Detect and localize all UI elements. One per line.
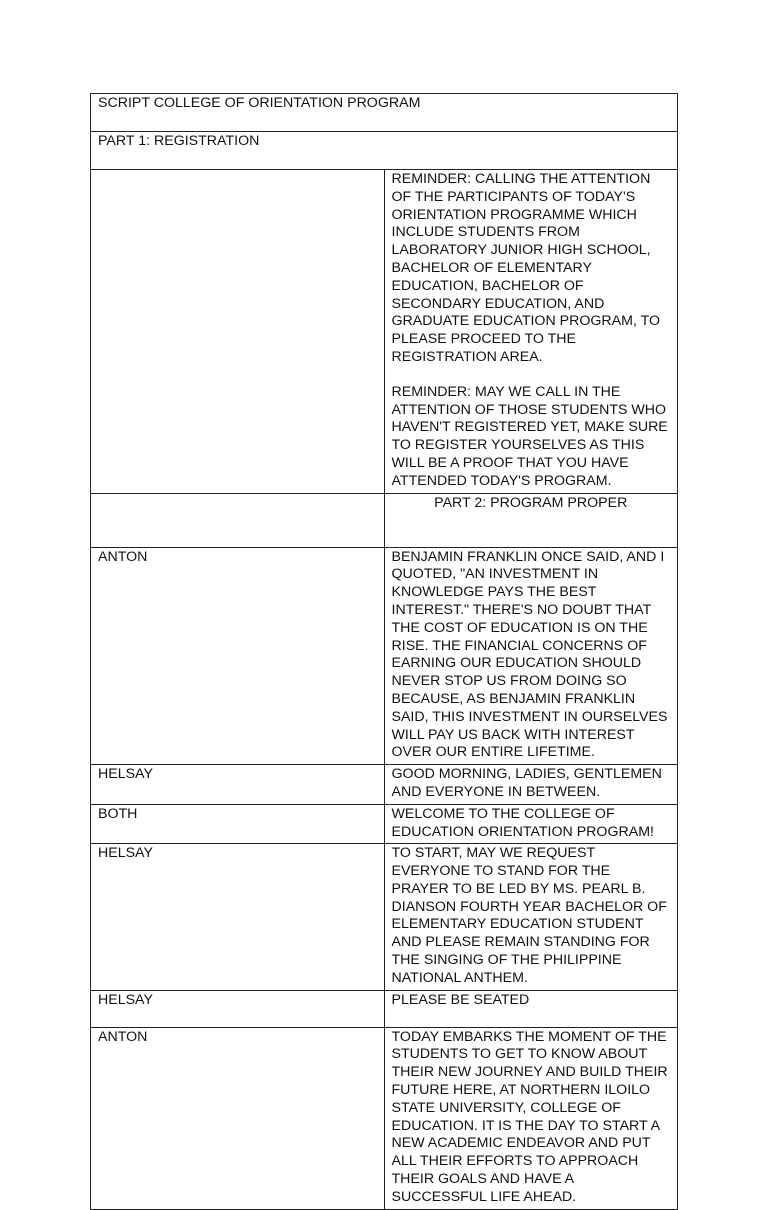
speaker-name: HELSAY [91, 844, 385, 990]
part2-row [91, 493, 678, 547]
speaker-line: WELCOME TO THE COLLEGE OF EDUCATION ORIENTATION PROGRAM! [384, 804, 678, 844]
part2-heading: PART 2: PROGRAM PROPER [384, 493, 678, 547]
reminder-paragraph-1: REMINDER: CALLING THE ATTENTION OF THE PARTICIPANTS OF TODAY'S ORIENTATION PROGRAMME WHICH INCLUDE STUDENTS FROM LABORATORY JUNIOR HIGH SCHOOL, BACHELOR OF ELEMENTARY EDUCATION, BACHELOR OF SECONDARY EDUCATION, AND GRADUATE EDUCATION PROGRAM, TO PLEASE PROCEED TO THE REGISTRATION AREA. [391, 171, 661, 365]
reminder-text-cell [384, 170, 678, 494]
title-row [91, 94, 678, 132]
part1-row [91, 132, 678, 170]
reminder-speaker-cell [91, 170, 385, 494]
table-row [91, 547, 678, 765]
speaker-name: BOTH [91, 804, 385, 844]
reminder-row [91, 170, 678, 494]
part2-speaker-cell [91, 493, 385, 547]
speaker-name: HELSAY [91, 990, 385, 1027]
document-title: SCRIPT COLLEGE OF ORIENTATION PROGRAM [91, 94, 678, 132]
speaker-name: ANTON [91, 1027, 385, 1209]
speaker-name: HELSAY [91, 765, 385, 805]
table-row [91, 765, 678, 805]
table-row [91, 1027, 678, 1209]
part1-heading: PART 1: REGISTRATION [91, 132, 678, 170]
table-row [91, 990, 678, 1027]
table-row [91, 804, 678, 844]
speaker-line: GOOD MORNING, LADIES, GENTLEMEN AND EVERYONE IN BETWEEN. [384, 765, 678, 805]
speaker-line: TO START, MAY WE REQUEST EVERYONE TO STAND FOR THE PRAYER TO BE LED BY MS. PEARL B. DIANSON FOURTH YEAR BACHELOR OF ELEMENTARY EDUCATION STUDENT AND PLEASE REMAIN STANDING FOR THE SINGING OF THE PHILIPPINE NATIONAL ANTHEM. [384, 844, 678, 990]
speaker-name: ANTON [91, 547, 385, 765]
speaker-line: BENJAMIN FRANKLIN ONCE SAID, AND I QUOTED, "AN INVESTMENT IN KNOWLEDGE PAYS THE BEST INTEREST." THERE'S NO DOUBT THAT THE COST OF EDUCATION IS ON THE RISE. THE FINANCIAL CONCERNS OF EARNING OUR EDUCATION SHOULD NEVER STOP US FROM DOING SO BECAUSE, AS BENJAMIN FRANKLIN SAID, THIS INVESTMENT IN OURSELVES WILL PAY US BACK WITH INTEREST OVER OUR ENTIRE LIFETIME. [384, 547, 678, 765]
table-row [91, 844, 678, 990]
speaker-line: TODAY EMBARKS THE MOMENT OF THE STUDENTS TO GET TO KNOW ABOUT THEIR NEW JOURNEY AND BUILD THEIR FUTURE HERE, AT NORTHERN ILOILO STATE UNIVERSITY, COLLEGE OF EDUCATION. IT IS THE DAY TO START A NEW ACADEMIC ENDEAVOR AND PUT ALL THEIR EFFORTS TO APPROACH THEIR GOALS AND HAVE A SUCCESSFUL LIFE AHEAD. [384, 1027, 678, 1209]
script-table [90, 93, 678, 1210]
speaker-line: PLEASE BE SEATED [384, 990, 678, 1027]
reminder-paragraph-2: REMINDER: MAY WE CALL IN THE ATTENTION OF THOSE STUDENTS WHO HAVEN'T REGISTERED YET, MAKE SURE TO REGISTER YOURSELVES AS THIS WILL BE A PROOF THAT YOU HAVE ATTENDED TODAY'S PROGRAM. [391, 383, 668, 489]
